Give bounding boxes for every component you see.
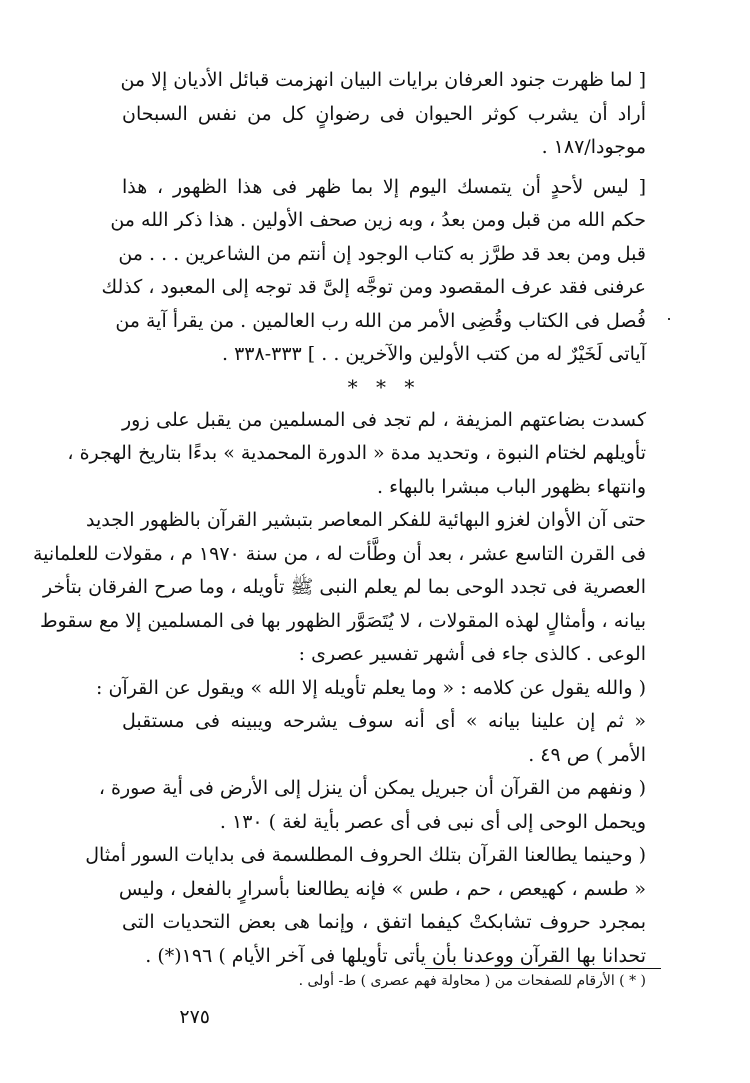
text-line: ( وحينما يطالعنا القرآن بتلك الحروف المطلسمة فى بدايات السور أمثال	[85, 844, 646, 866]
quote-paragraph	[85, 839, 646, 973]
quote-paragraph	[96, 672, 646, 773]
quote-paragraph	[101, 171, 646, 372]
text-line: العصرية فى تجدد الوحى بما لم يعلم النبى ﷺ تأويله ، وما صرح الفرقان بتأخر	[43, 576, 646, 598]
text-line: عرفنى فقد عرف المقصود ومن توجَّه إلىَّ قد توجه إلى المعبود ، كذلك	[101, 276, 646, 298]
text-line: كسدت بضاعتهم المزيفة ، لم تجد فى المسلمين من يقبل على زور	[122, 408, 646, 431]
text-line: حتى آن الأوان لغزو البهائية للفكر المعاصر بتبشير القرآن بالظهور الجديد	[85, 509, 646, 531]
page-number: ٢٧٥	[179, 1006, 210, 1028]
footnote-rule	[425, 968, 661, 969]
text-line: فى القرن التاسع عشر ، بعد أن وطَّأت له ، من سنة ١٩٧٠ م ، مقولات للعلمانية	[33, 542, 646, 565]
text-line: بيانه ، وأمثالٍ لهذه المقولات ، لا يُتَصَوَّر الظهور بها فى المسلمين إلا مع سقوط	[39, 609, 646, 632]
text-line: آياتى لَخَيْرٌ له من كتب الأولين والآخرين . . ] ٣٣٣-٣٣٨ .	[221, 343, 646, 365]
body-paragraph	[33, 504, 646, 672]
margin-mark	[668, 318, 670, 320]
text-line: ( والله يقول عن كلامه : « وما يعلم تأويله إلا الله » ويقول عن القرآن :	[96, 676, 646, 699]
text-line: [ لما ظهرت جنود العرفان برايات البيان انهزمت قبائل الأديان إلا من	[120, 69, 646, 91]
text-line: أراد أن يشرب كوثر الحيوان فى رضوانٍ كل من نفس السبحان	[122, 102, 646, 125]
text-line: الأمر ) ص ٤٩ .	[528, 743, 646, 766]
text-line: ( ونفهم من القرآن أن جبريل يمكن أن ينزل إلى الأرض فى أية صورة ،	[98, 777, 646, 799]
text-line: وانتهاء بظهور الباب مبشرا بالبهاء .	[377, 475, 646, 498]
text-line: موجودا/١٨٧ .	[541, 136, 646, 158]
text-line: تأويلهم لختام النبوة ، وتحديد مدة « الدورة المحمدية » بدءًا بتاريخ الهجرة ،	[67, 442, 646, 464]
text-line: « طسم ، كهيعص ، حم ، طس » فإنه يطالعنا بأسرارٍ بالفعل ، وليس	[118, 877, 646, 900]
text-line: الوعى . كالذى جاء فى أشهر تفسير عصرى :	[298, 643, 646, 665]
quote-paragraph	[98, 772, 646, 839]
section-separator: * * *	[347, 374, 421, 399]
text-line: بمجرد حروف تشابكتْ كيفما اتفق ، وإنما هى بعض التحديات التى	[122, 911, 646, 933]
text-line: تحدانا بها القرآن ووعدنا بأن يأتى تأويلها فى آخر الأيام ) ١٩٦(*) .	[145, 944, 646, 967]
text-line: حكم الله من قبل ومن بعدُ ، وبه زين صحف الأولين . هذا ذكر الله من	[110, 209, 646, 231]
text-line: « ثم إن علينا بيانه » أى أنه سوف يشرحه ويبينه فى مستقبل	[122, 710, 646, 732]
text-line: [ ليس لأحدٍ أن يتمسك اليوم إلا بما ظهر فى هذا الظهور ، هذا	[122, 175, 646, 198]
text-line: ويحمل الوحى إلى أى نبى فى أى عصر بأية لغة ) ١٣٠ .	[219, 810, 646, 833]
body-paragraph	[67, 404, 646, 505]
quote-paragraph	[122, 64, 646, 165]
text-line: فُصل فى الكتاب وقُضِى الأمر من الله رب العالمين . من يقرأ آية من	[115, 309, 646, 332]
text-line: قبل ومن بعد قد طرَّز به كتاب الوجود إن أنتم من الشاعرين . . . من	[118, 242, 646, 265]
footnote: ( * ) الأرقام للصفحات من ( محاولة فهم عصرى ) ط- أولى .	[298, 973, 646, 989]
